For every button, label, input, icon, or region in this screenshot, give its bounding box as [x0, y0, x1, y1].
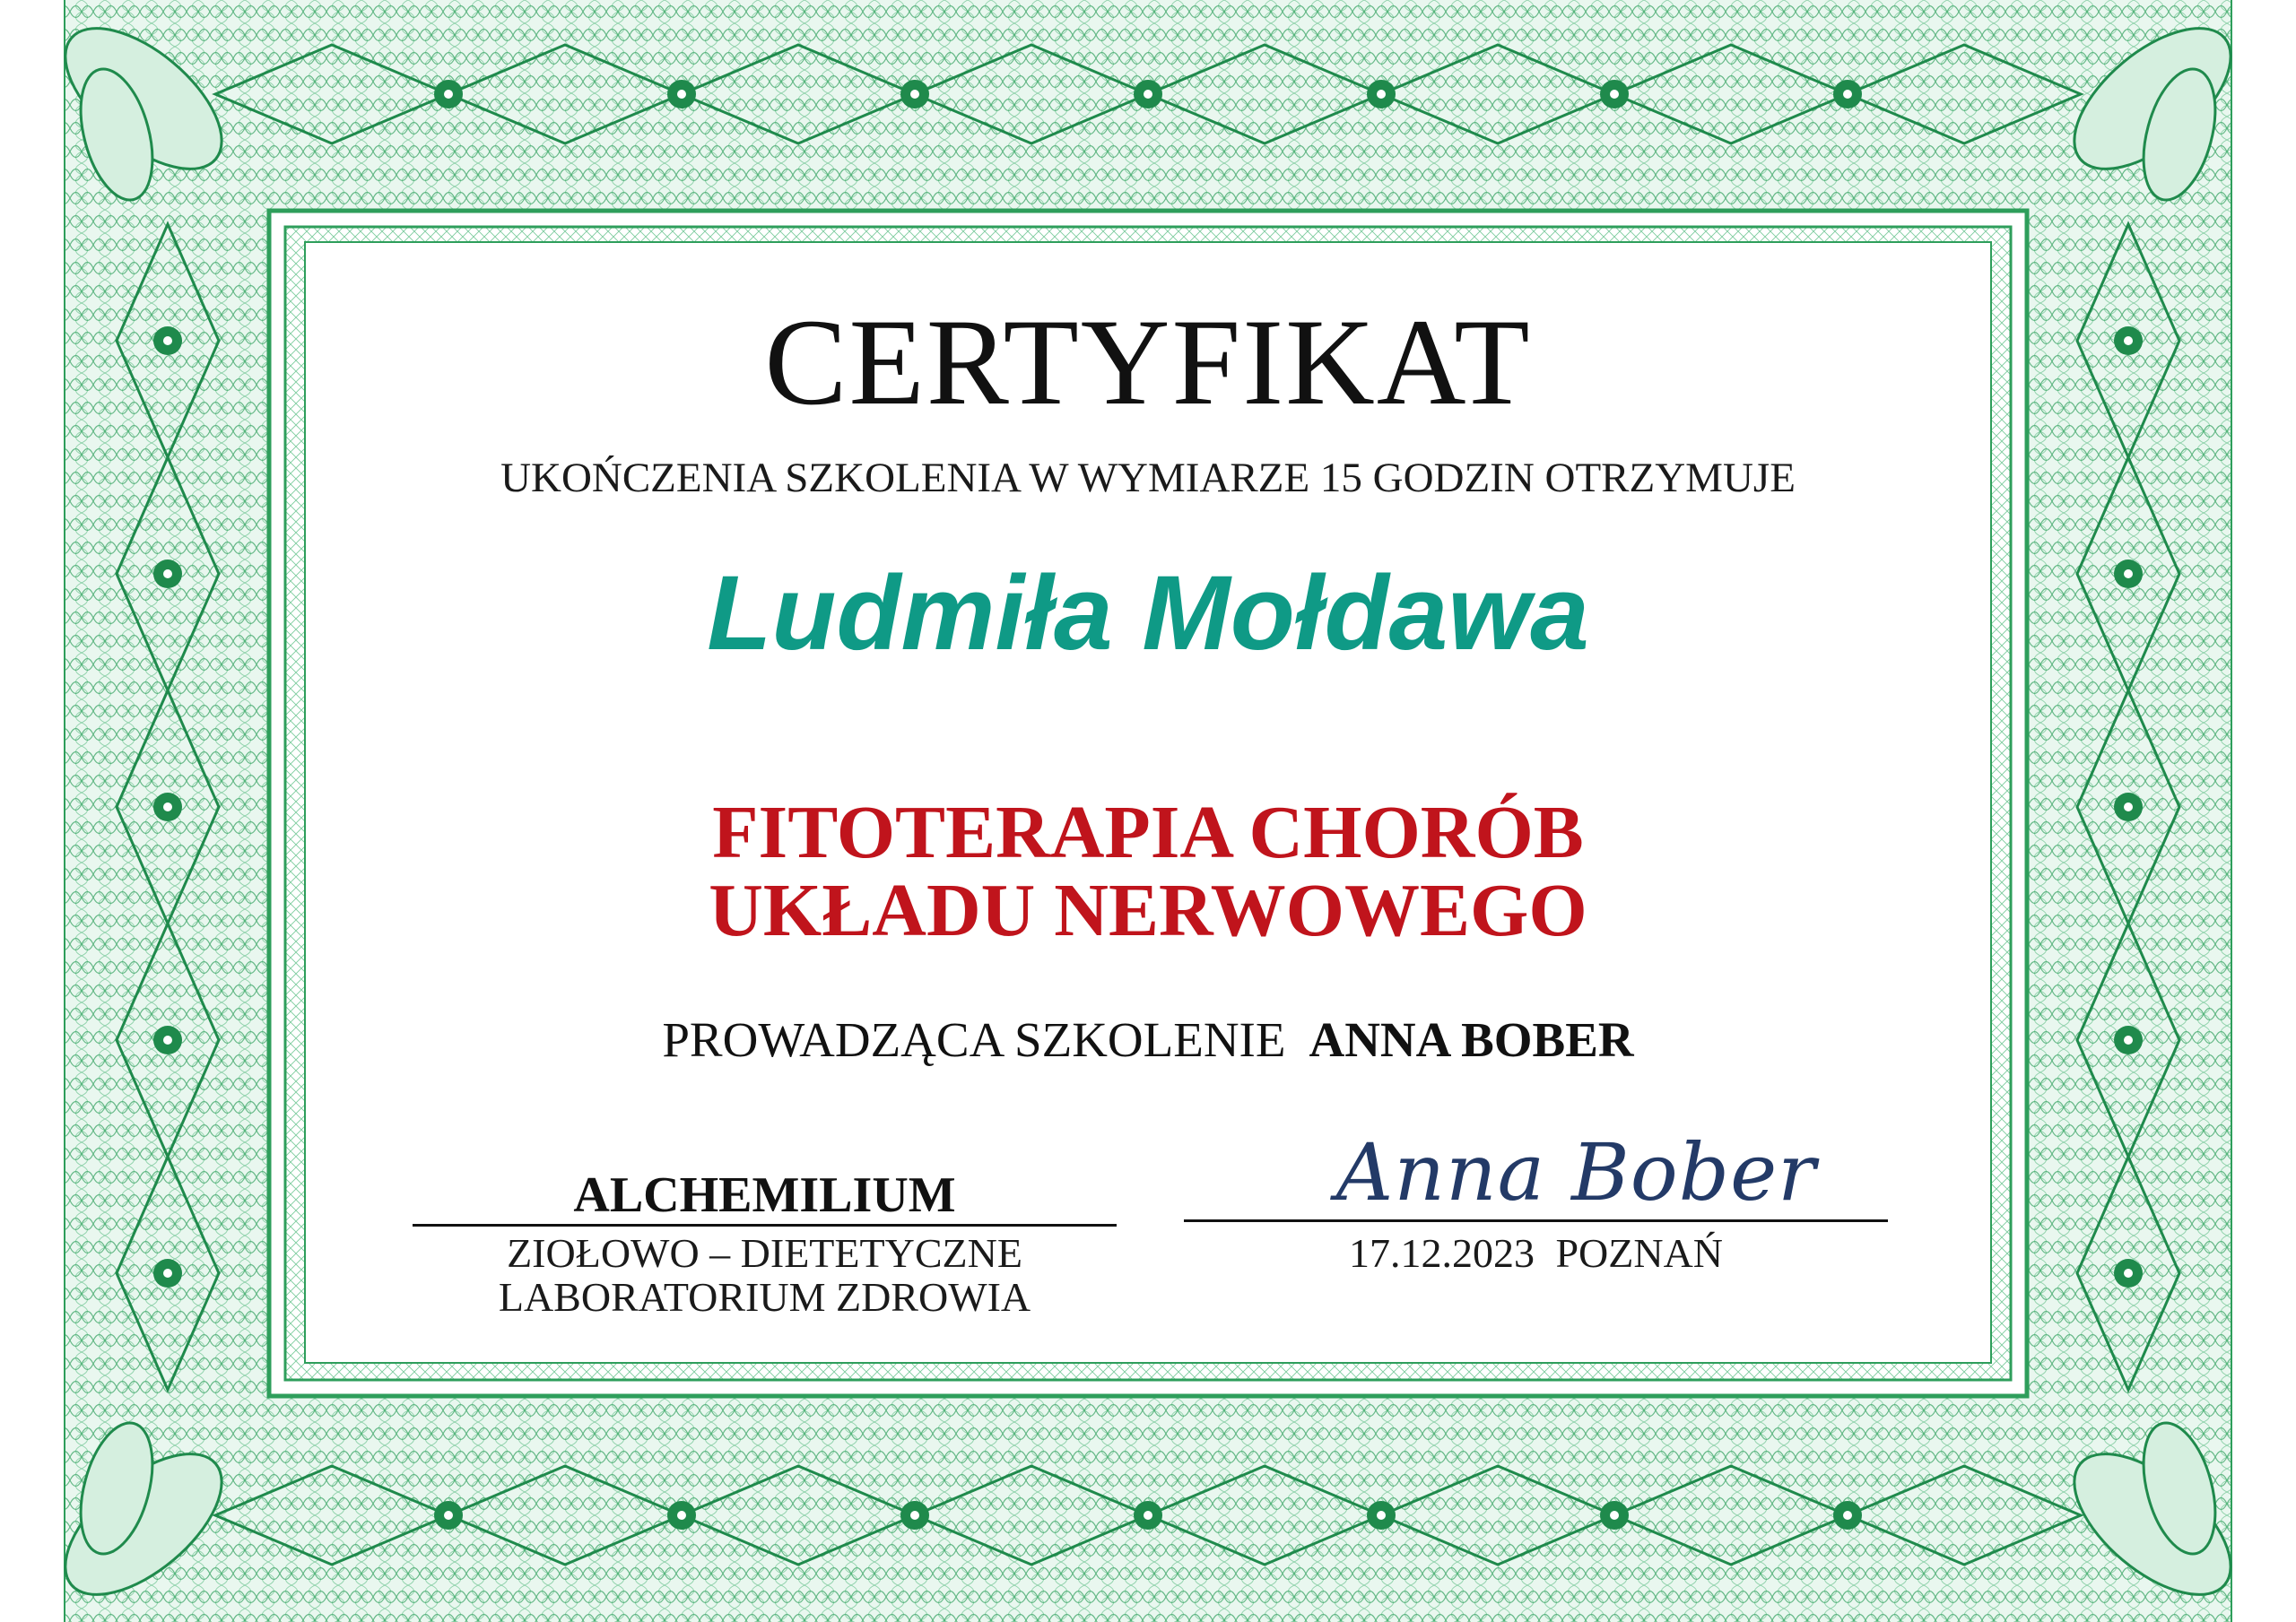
instructor-label: PROWADZĄCA SZKOLENIE: [662, 1012, 1286, 1067]
organization-subtitle-line-2: LABORATORIUM ZDROWIA: [498, 1273, 1031, 1320]
date-and-place: 17.12.2023 POZNAŃ: [1348, 1230, 1724, 1276]
recipient-name: Ludmiła Mołdawa: [707, 554, 1589, 672]
signature: Anna Bober: [1335, 1126, 1817, 1219]
instructor-line: [305, 1012, 1991, 1067]
organization-block: [413, 1167, 1117, 1320]
organization-subtitle: [413, 1227, 1117, 1320]
certificate-body: [305, 242, 1991, 1363]
certificate-title: CERTYFIKAT: [764, 293, 1532, 430]
course-title-line-1: FITOTERAPIA CHORÓB: [712, 791, 1584, 874]
instructor-name: ANNA BOBER: [1309, 1012, 1634, 1067]
course-title-line-2: UKŁADU NERWOWEGO: [709, 869, 1587, 953]
organization-name: ALCHEMILIUM: [573, 1167, 956, 1223]
certificate-subtitle: UKOŃCZENIA SZKOLENIA W WYMIARZE 15 GODZIN OTRZYMUJE: [500, 455, 1796, 501]
signature-block: [1184, 1125, 1888, 1274]
organization-subtitle-line-1: ZIOŁOWO – DIETETYCZNE: [507, 1230, 1022, 1276]
course-title: [305, 791, 1991, 953]
